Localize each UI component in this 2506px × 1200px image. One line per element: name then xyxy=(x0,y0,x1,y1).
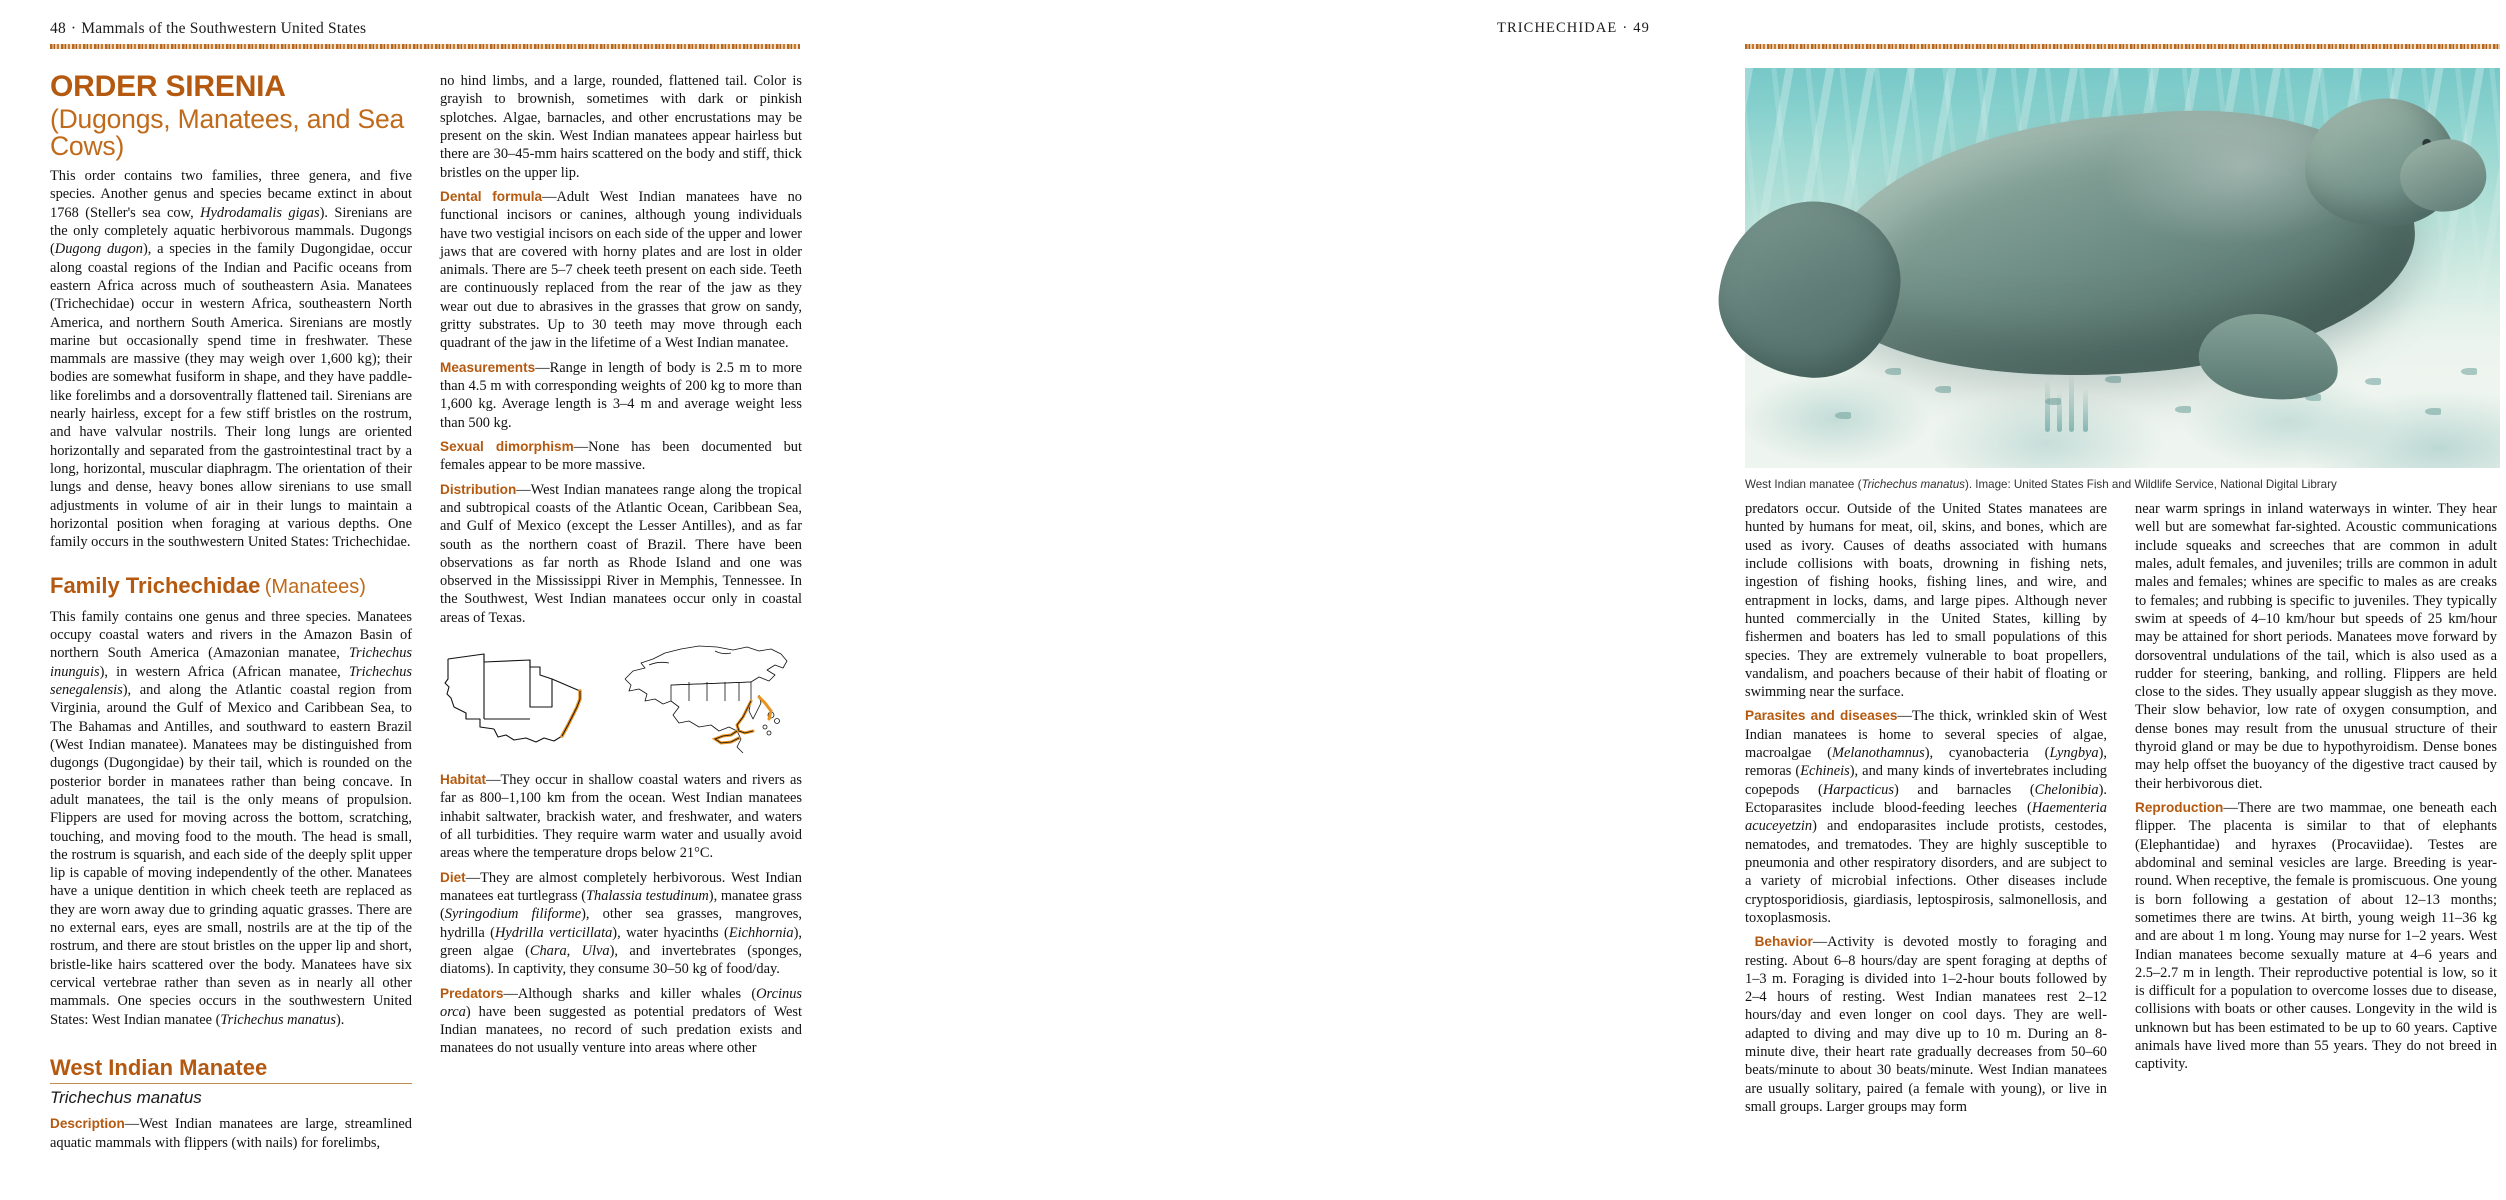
section-text-measurements: Range in length of body is 2.5 m to more than 4.5 m with corresponding weights of 200 kg to more than 1,600 kg. Average length is 3–4 m and average weight less than 500 kg. xyxy=(440,359,802,431)
family-heading-plain: (Manatees) xyxy=(264,575,366,598)
section-label-reproduction: Reproduction xyxy=(2135,800,2224,815)
section-dash-parasites: — xyxy=(1897,708,1912,725)
atlantic-coast-highlight xyxy=(759,697,771,719)
left-column-1 xyxy=(50,72,412,1158)
section-habitat xyxy=(440,771,802,863)
section-label-dental-formula: Dental formula xyxy=(440,188,543,204)
caption-credit: ). Image: United States Fish and Wildlife Service, National Digital Library xyxy=(1964,478,2337,491)
family-heading-bold: Family Trichechidae xyxy=(50,572,261,598)
section-label-description: Description xyxy=(50,1116,125,1132)
section-dash-diet: — xyxy=(465,869,481,886)
section-dash-distribution: — xyxy=(516,481,531,498)
running-head-separator-left: · xyxy=(70,20,77,37)
running-head-right xyxy=(1497,20,1650,37)
north-america-distribution-map-svg xyxy=(619,641,794,756)
section-text-dental-formula: Adult West Indian manatees have no functional incisors or canines, although young individuals have two vestigial incisors on each side of the upper and lower jaws that are covered with horny plates and are lost in older animals. There are 5–7 cheek teeth present on each side. Teeth are continuously replaced from the rear of the jaw as they wear out due to abrasives in the grasses that grow on sandy, gritty substrates. Up to 30 teeth may move through each quadrant of the jaw in the lifetime of a West Indian manatee. xyxy=(440,188,803,352)
section-dash-predators: — xyxy=(503,985,518,1002)
section-label-distribution: Distribution xyxy=(440,481,517,497)
order-heading-main: ORDER SIRENIA xyxy=(50,70,286,103)
family-heading xyxy=(50,574,412,598)
species-divider-rule xyxy=(50,1083,412,1084)
section-label-diet: Diet xyxy=(440,869,466,885)
section-text-habitat: They occur in shallow coastal waters and rivers as far as 800–1,100 km from the ocean. West Indian manatees inhabit saltwater, brackish water, and freshwater, and waters of all turbidities. They require warm water and usually avoid areas where the temperature drops below 21°C. xyxy=(440,772,802,862)
family-intro-paragraph: This family contains one genus and three species. Manatees occupy coastal waters and rivers in the Amazon Basin of northern South America (Amazonian manatee, Trichechus inunguis), in western Africa (African manatee, Trichechus senegalensis), and along the Atlantic coastal region from Virginia, around the Gulf of Mexico and Caribbean Sea, to The Bahamas and Antilles, and southward to eastern Brazil (West Indian manatee). Manatees may be distinguished from dugongs (Dugongidae) by their tail, which is rounded on the posterior border in manatees rather than being concave. In adult manatees, the tail is the only means of propulsion. Flippers are used for moving across the bottom, scratching, touching, and moving food to the mouth. The head is small, the rostrum is squarish, and each side of the deeply split upper lip is capable of moving independently of the other. Manatees have a unique dentition in which cheek teeth are replaced as they are worn away due to grinding aquatic grasses. There are no external ears, eyes are small, nostrils are at the tip of the rostrum, and there are stout bristles on the upper lip and short, bristle-like hairs scattered over the body. Manatees have six cervical vertebrae rather than seven as in nearly all other mammals. One species occurs in the southwestern United States: West Indian manatee (Trichechus manatus). xyxy=(50,608,412,1028)
section-predators: Predators—Although sharks and killer whales (Orcinus orca) have been suggested as potential predators of West Indian manatees, no record of such predation exists and manatees do not usually venture into areas where other xyxy=(440,985,802,1057)
photo-figure xyxy=(1745,68,2500,493)
right-column-1 xyxy=(1745,500,2107,1122)
section-dash-sexual-dimorphism: — xyxy=(573,438,589,455)
right-page xyxy=(850,0,2497,1200)
section-sexual-dimorphism xyxy=(440,438,802,475)
ornamental-rule-left xyxy=(50,44,800,49)
section-measurements xyxy=(440,359,802,432)
caption-scientific-name: Trichechus manatus xyxy=(1861,478,1965,491)
section-dash-habitat: — xyxy=(486,772,501,789)
section-text-sexual-dimorphism: None has been documented but females appear to be more massive. xyxy=(440,438,802,474)
ornamental-rule-right xyxy=(1745,44,2500,49)
right-page-columns xyxy=(1745,500,2500,1122)
chapter-title: TRICHECHIDAE xyxy=(1497,20,1618,36)
right-column-2 xyxy=(2135,500,2497,1122)
section-label-habitat: Habitat xyxy=(440,772,487,788)
section-description-cont: no hind limbs, and a large, rounded, flattened tail. Color is grayish to brownish, sometimes with dark or pinkish splotches. Algae, barnacles, and other encrustations may be present on the skin. West Indian manatees appear hairless but there are 30–45-mm hairs scattered on the body and stiff, thick bristles on the upper lip. xyxy=(440,73,802,181)
seagrass-blade xyxy=(2083,388,2088,432)
section-dash-reproduction: — xyxy=(2223,800,2238,816)
section-predators-cont: predators occur. Outside of the United States manatees are hunted by humans for meat, oil, skins, and bones, which are used as ivory. Causes of deaths associated with humans include collisions with boats, drowning in fishing nets, ingestion of fishing hooks, fishing lines, and wire, and entrapment in locks, dams, and large pipes. Although never hunted commercially in the United States, killing by fishermen and boaters has led to small populations of this species. They are extremely vulnerable to boat propellers, vandalism, and poachers because of their habit of floating or swimming near the surface. xyxy=(1745,501,2107,701)
texas-coast-highlight xyxy=(562,691,580,736)
southwest-states-map xyxy=(440,641,605,751)
section-dash-dental-formula: — xyxy=(542,188,557,205)
order-intro-paragraph: This order contains two families, three genera, and five species. Another genus and species became extinct in about 1768 (Steller's sea cow, Hydrodamalis gigas). Sirenians are the only completely aquatic herbivorous mammals. Dugongs (Dugong dugon), a species in the family Dugongidae, occur along coastal regions of the Indian and Pacific oceans from eastern Africa across much of southeastern Asia. Manatees (Trichechidae) occur in western Africa, southeastern North America, and northern South America. Sirenians are mostly marine but occasionally spend time in freshwater. These mammals are massive (they may weigh over 1,600 kg); their bodies are somewhat fusiform in shape, and they have paddle-like forelimbs and a dorsoventrally flattened tail. Sirenians are nearly hairless, except for a few stiff bristles on the rostrum, and have valvular nostrils. Their long lungs are oriented horizontally and separated from the gastrointestinal tract by a long, horizontal, muscular diaphragm. The orientation of their lungs and dense, heavy bones allow sirenians to use small adjustments in volume of air in their lungs to maintain a horizontal position when foraging at various depths. One family occurs in the southwestern United States: Trichechidae. xyxy=(50,168,413,551)
running-head-left xyxy=(50,20,366,38)
section-dash-measurements: — xyxy=(535,359,550,376)
order-heading xyxy=(50,72,412,159)
photo-caption xyxy=(1745,477,2500,493)
folio-number-right: 49 xyxy=(1633,20,1650,36)
section-label-sexual-dimorphism: Sexual dimorphism xyxy=(440,438,574,454)
section-distribution xyxy=(440,481,802,628)
book-title: Mammals of the Southwestern United States xyxy=(81,20,367,37)
left-page-columns xyxy=(50,72,802,1158)
species-scientific-name: Trichechus manatus xyxy=(50,1088,202,1108)
section-reproduction: Reproduction—There are two mammae, one beneath each flipper. The placenta is similar to that of elephants (Elephantidae) and hyraxes (Procaviidae). Testes are abdominal and seminal vesicles are large. Breeding is year-round. When receptive, the female is promiscuous. One young is born following a gestation of about 12–13 months; sometimes there are twins. At birth, young weigh 11–36 kg and are about 1 m long. Young may nurse for 1–2 years. West Indian manatees become sexually mature at 4–6 years and 2.5–2.7 m in length. Their reproductive potential is low, so it is difficult for a population to overcome losses due to disease, collisions with boats or other causes. Longevity in the wild is unknown but has been estimated to be up to 60 years. Captive animals have lived more than 55 years. They do not breed in captivity. xyxy=(2135,800,2497,1073)
section-dental-formula xyxy=(440,188,802,353)
section-description: Description—West Indian manatees are large, streamlined aquatic mammals with flippers (with nails) for forelimbs, xyxy=(50,1116,412,1151)
southwest-states-distribution-map-svg xyxy=(440,641,605,746)
left-page xyxy=(0,0,850,1200)
caption-species-prefix: West Indian manatee ( xyxy=(1745,478,1862,491)
distribution-maps-figure xyxy=(440,641,802,761)
running-head-separator-right: · xyxy=(1622,20,1629,36)
seagrass-blade xyxy=(2057,392,2062,432)
folio-number-left: 48 xyxy=(50,20,66,37)
species-block xyxy=(50,1055,412,1108)
section-label-predators: Predators xyxy=(440,985,504,1001)
species-common-name: West Indian Manatee xyxy=(50,1054,268,1080)
section-diet: Diet—They are almost completely herbivorous. West Indian manatees eat turtlegrass (Thalassia testudinum), manatee grass (Syringodium filiforme), other sea grasses, mangroves, hydrilla (Hydrilla verticillata), water hyacinths (Eichhornia), green algae (Chara, Ulva), and invertebrates (sponges, diatoms). In captivity, they consume 30–50 kg of food/day. xyxy=(440,869,803,978)
section-behavior: Behavior—Activity is devoted mostly to foraging and resting. About 6–8 hours/day are spent foraging at depths of 1–3 m. Foraging is divided into 1–2-hour bouts followed by 2–4 hours of resting. West Indian manatees rest 2–12 hours/day and even longer on cool days. They are well-adapted to diving and may dive up to 10 m. During an 8-minute dive, their heart rate gradually decreases from 50–60 beats/minute to about 30 beats/minute. West Indian manatees are usually solitary, paired (a female with young), or live in small groups. Larger groups may form xyxy=(1745,934,2107,1115)
section-text-distribution: West Indian manatees range along the tropical and subtropical coasts of the Atlantic Ocean, Caribbean Sea, and Gulf of Mexico (except the Lesser Antilles), and as far south as the northern coast of Brazil. There have been observations as far north as Rhode Island and one was observed in the Mississippi River in Memphis, Tennessee. In the Southwest, West Indian manatees occur only in coastal areas of Texas. xyxy=(440,481,802,626)
west-indian-manatee-underwater-photo xyxy=(1745,68,2500,468)
section-label-measurements: Measurements xyxy=(440,359,536,375)
left-column-2 xyxy=(440,72,802,1158)
north-america-map xyxy=(619,641,794,761)
section-label-behavior: Behavior xyxy=(1754,934,1813,950)
seagrass-blade xyxy=(2069,374,2074,432)
section-label-parasites-and-diseases: Parasites and diseases xyxy=(1745,708,1898,724)
section-dash-description: — xyxy=(124,1116,140,1133)
section-behavior-cont: near warm springs in inland waterways in winter. They hear well but are somewhat far-sighted. Acoustic communications include squeaks and screeches that are common in adult males, adult females, and juveniles; trills are common in adult males and females; whines are specific to males as are creaks to females; and rubbing is specific to juveniles. They typically swim at speeds of 4–10 km/hour but speeds of 25 km/hour may be attained for short periods. Manatees move forward by dorsoventral undulations of the tail, which is also used as a rudder for steering, banking, and rolling. Flippers are held close to the sides. They usually appear sluggish as they move. Their slow behavior, low rate of oxygen consumption, and dense bones may result from the unusual structure of their thyroid gland or may be due to hypothyroidism. Dense bones may help offset the buoyancy of the digestive tract caused by their herbivorous diet. xyxy=(2135,501,2497,792)
section-dash-behavior: — xyxy=(1812,934,1828,951)
seagrass-blade xyxy=(2045,380,2050,432)
order-heading-sub: (Dugongs, Manatees, and Sea Cows) xyxy=(50,104,405,161)
gulf-coast-highlight xyxy=(737,701,753,733)
section-parasites-and-diseases: Parasites and diseases—The thick, wrinkled skin of West Indian manatees is home to several species of algae, macroalgae (Melanothamnus), cyanobacteria (Lyngbya), remoras (Echineis), and many kinds of invertebrates including copepods (Harpacticus) and barnacles (Chelonibia). Ectoparasites include blood-feeding leeches (Haementeria acuceyetzin) and endoparasites include protists, cestodes, nematodes, and trematodes. They are highly susceptible to pneumonia and other respiratory disorders, and are subject to a variety of microbial infections. Other diseases include cryptosporidiosis, giardiasis, leptospirosis, salmonellosis, and toxoplasmosis. xyxy=(1745,708,2107,926)
